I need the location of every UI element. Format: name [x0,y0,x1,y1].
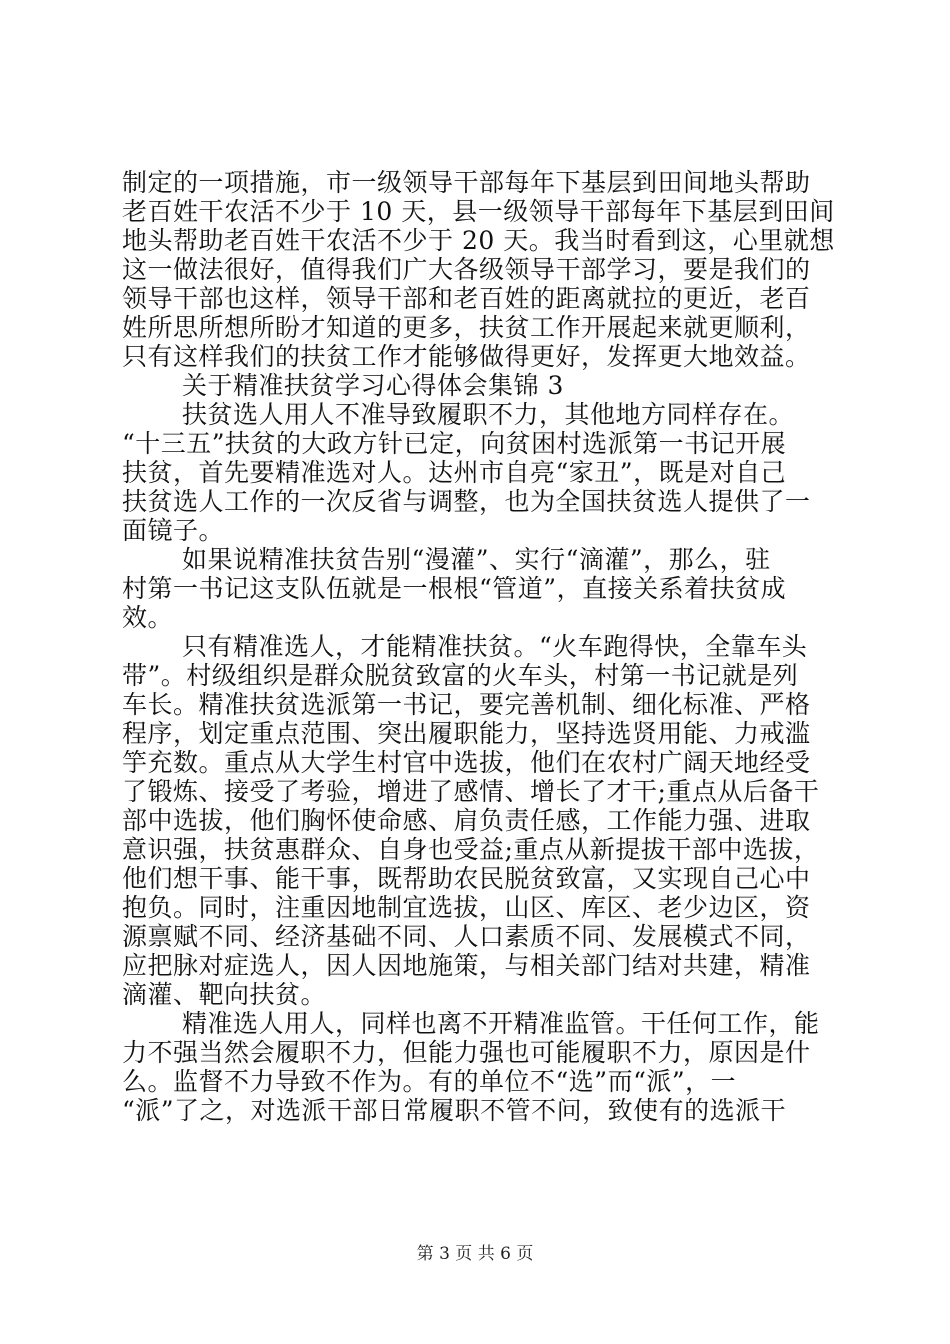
text-line: 么。监督不力导致不作为。有的单位不“选”而“派”，一 [122,1067,737,1096]
text-line: “派”了之，对选派干部日常履职不管不问，致使有的选派干 [122,1096,787,1125]
page-footer: 第 3 页 共 6 页 [416,1244,534,1264]
text-line: 制定的一项措施，市一级领导干部每年下基层到田间地头帮助 [122,168,811,197]
text-line: 这一做法很好，值得我们广大各级领导干部学习，要是我们的 [122,255,811,284]
text-line: 老百姓干农活不少于 10 天，县一级领导干部每年下基层到田间 [122,197,835,226]
text-line: 效。 [122,603,174,632]
text-line: 关于精准扶贫学习心得体会集锦 3 [182,371,564,400]
text-line: 了锻炼、接受了考验，增进了感情、增长了才干;重点从后备干 [122,777,820,806]
text-line: 程序，划定重点范围、突出履职能力，坚持选贤用能、力戒滥 [122,719,811,748]
text-line: 面镜子。 [122,516,225,545]
text-line: 部中选拔，他们胸怀使命感、肩负责任感，工作能力强、进取 [122,806,811,835]
text-line: 应把脉对症选人，因人因地施策，与相关部门结对共建，精准 [122,951,811,980]
text-line: 源禀赋不同、经济基础不同、人口素质不同、发展模式不同， [122,922,811,951]
text-line: 竽充数。重点从大学生村官中选拔，他们在农村广阔天地经受 [122,748,811,777]
text-line: 滴灌、靶向扶贫。 [122,980,327,1009]
text-line: “十三五”扶贫的大政方针已定，向贫困村选派第一书记开展 [122,429,787,458]
text-line: 地头帮助老百姓干农活不少于 20 天。我当时看到这，心里就想 [122,226,835,255]
text-line: 扶贫，首先要精准选对人。达州市自亮“家丑”，既是对自己 [122,458,787,487]
text-line: 力不强当然会履职不力，但能力强也可能履职不力，原因是什 [122,1038,811,1067]
text-line: 只有精准选人，才能精准扶贫。“火车跑得快，全靠车头 [182,632,808,661]
text-line: 精准选人用人，同样也离不开精准监管。干任何工作，能 [182,1009,820,1038]
text-line: 只有这样我们的扶贫工作才能够做得更好，发挥更大地效益。 [122,342,811,371]
text-line: 他们想干事、能干事，既帮助农民脱贫致富，又实现自己心中 [122,864,811,893]
text-line: 扶贫选人用人不准导致履职不力，其他地方同样存在。 [182,400,795,429]
text-line: 车长。精准扶贫选派第一书记，要完善机制、细化标准、严格 [122,690,811,719]
text-line: 姓所思所想所盼才知道的更多，扶贫工作开展起来就更顺利， [122,313,811,342]
text-line: 如果说精准扶贫告别“漫灌”、实行“滴灌”，那么，驻 [182,545,771,574]
text-line: 扶贫选人工作的一次反省与调整，也为全国扶贫选人提供了一 [122,487,811,516]
text-line: 意识强，扶贫惠群众、自身也受益;重点从新提拔干部中选拔， [122,835,820,864]
document-body [122,168,838,1125]
text-line: 抱负。同时，注重因地制宜选拔，山区、库区、老少边区，资 [122,893,811,922]
text-line: 带”。村级组织是群众脱贫致富的火车头，村第一书记就是列 [122,661,799,690]
text-line: 领导干部也这样，领导干部和老百姓的距离就拉的更近，老百 [122,284,811,313]
text-line: 村第一书记这支队伍就是一根根“管道”，直接关系着扶贫成 [122,574,787,603]
